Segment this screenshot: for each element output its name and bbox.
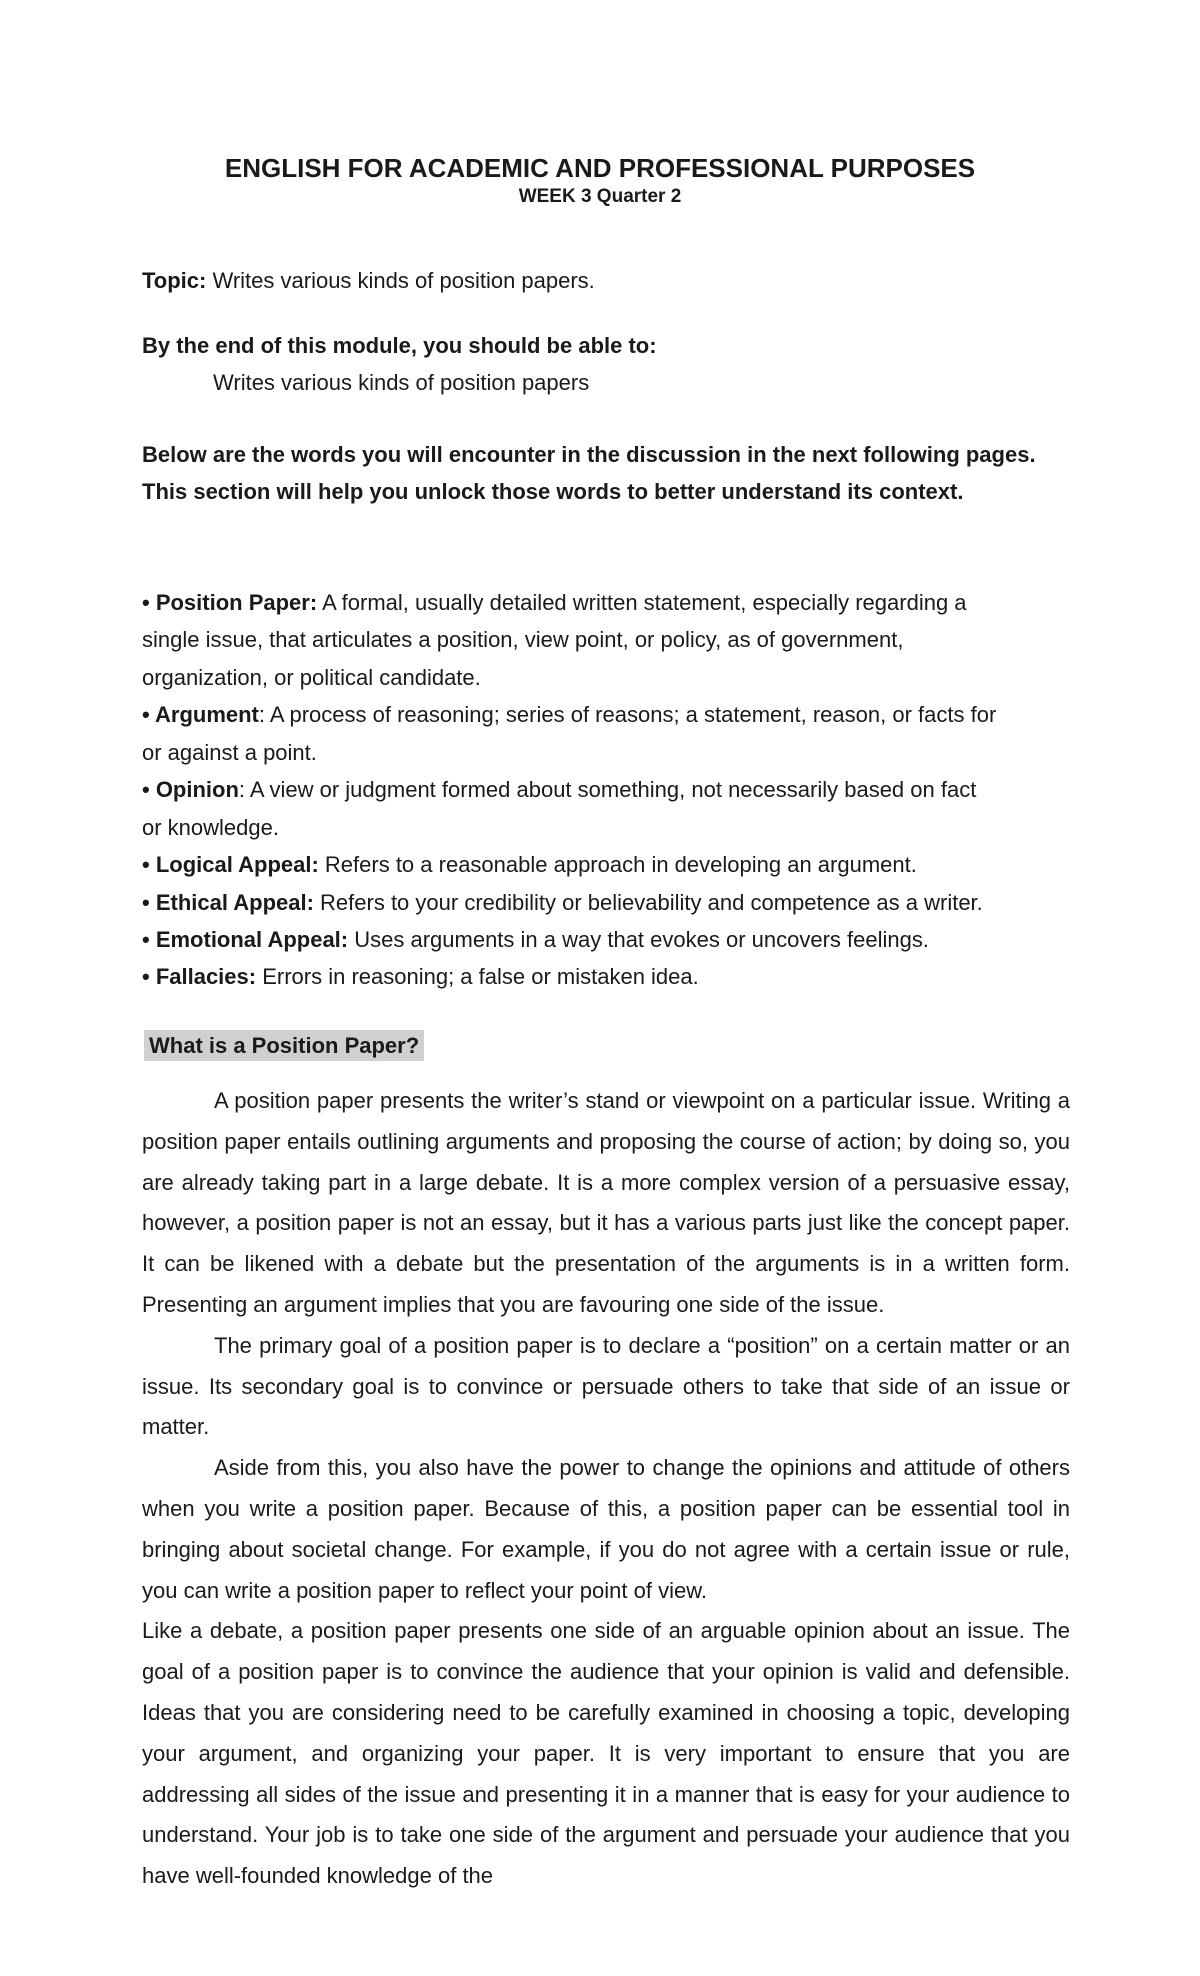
vocab-line: organization, or political candidate.: [142, 665, 481, 690]
topic-line: [142, 268, 595, 294]
section-body: [142, 1081, 1070, 1897]
topic-label: Topic:: [142, 268, 207, 293]
vocab-line: • Fallacies: Errors in reasoning; a false or mistaken idea.: [142, 964, 699, 989]
vocabulary-intro: Below are the words you will encounter in the discussion in the next following pages. This section will help you unlock those words to better understand its context.: [142, 442, 1036, 504]
vocab-line: single issue, that articulates a position, view point, or policy, as of government,: [142, 627, 904, 652]
body-paragraph: Like a debate, a position paper presents one side of an arguable opinion about an issue. The goal of a position paper is to convince the audience that your opinion is valid and defensible. Ideas that you are considering need to be carefully examined in choosing a topic, developing your argument, and organizing your paper. It is very important to ensure that you are addressing all sides of the issue and presenting it in a manner that is easy for your audience to understand. Your job is to take one side of the argument and persuade your audience that you have well-founded knowledge of the: [142, 1618, 1070, 1889]
objectives-heading: By the end of this module, you should be able to:: [142, 333, 657, 358]
vocab-line: • Emotional Appeal: Uses arguments in a way that evokes or uncovers feelings.: [142, 927, 929, 952]
vocab-line: • Logical Appeal: Refers to a reasonable approach in developing an argument.: [142, 852, 917, 877]
document-subtitle: WEEK 3 Quarter 2: [518, 186, 682, 207]
vocab-line: • Opinion: A view or judgment formed about something, not necessarily based on fact: [142, 777, 977, 802]
document-title: ENGLISH FOR ACADEMIC AND PROFESSIONAL PURPOSES: [224, 153, 976, 183]
vocab-line: • Position Paper: A formal, usually detailed written statement, especially regarding a: [142, 590, 967, 615]
vocab-line: • Argument: A process of reasoning; series of reasons; a statement, reason, or facts for: [142, 702, 997, 727]
body-paragraph: Aside from this, you also have the power to change the opinions and attitude of others when you write a position paper. Because of this, a position paper can be essential tool in bringing about societal change. For example, if you do not agree with a certain issue or rule, you can write a position paper to reflect your point of view.: [142, 1455, 1070, 1603]
vocab-line: or knowledge.: [142, 815, 279, 840]
body-paragraph: The primary goal of a position paper is to declare a “position” on a certain matter or an issue. Its secondary goal is to convince or persuade others to take that side of an issue or matter.: [142, 1332, 1070, 1440]
vocab-line: • Ethical Appeal: Refers to your credibility or believability and competence as a writer.: [142, 890, 983, 915]
vocab-line: or against a point.: [142, 740, 317, 765]
section-heading: What is a Position Paper?: [144, 1030, 424, 1061]
body-paragraph: A position paper presents the writer’s stand or viewpoint on a particular issue. Writing a position paper entails outlining arguments and proposing the course of action; by doing so, you are already taking part in a large debate. It is a more complex version of a persuasive essay, however, a position paper is not an essay, but it has a various parts just like the concept paper. It can be likened with a debate but the presentation of the arguments is in a written form. Presenting an argument implies that you are favouring one side of the issue.: [142, 1088, 1070, 1317]
objective-item: Writes various kinds of position papers: [213, 370, 590, 395]
topic-text: Writes various kinds of position papers.: [206, 268, 595, 293]
